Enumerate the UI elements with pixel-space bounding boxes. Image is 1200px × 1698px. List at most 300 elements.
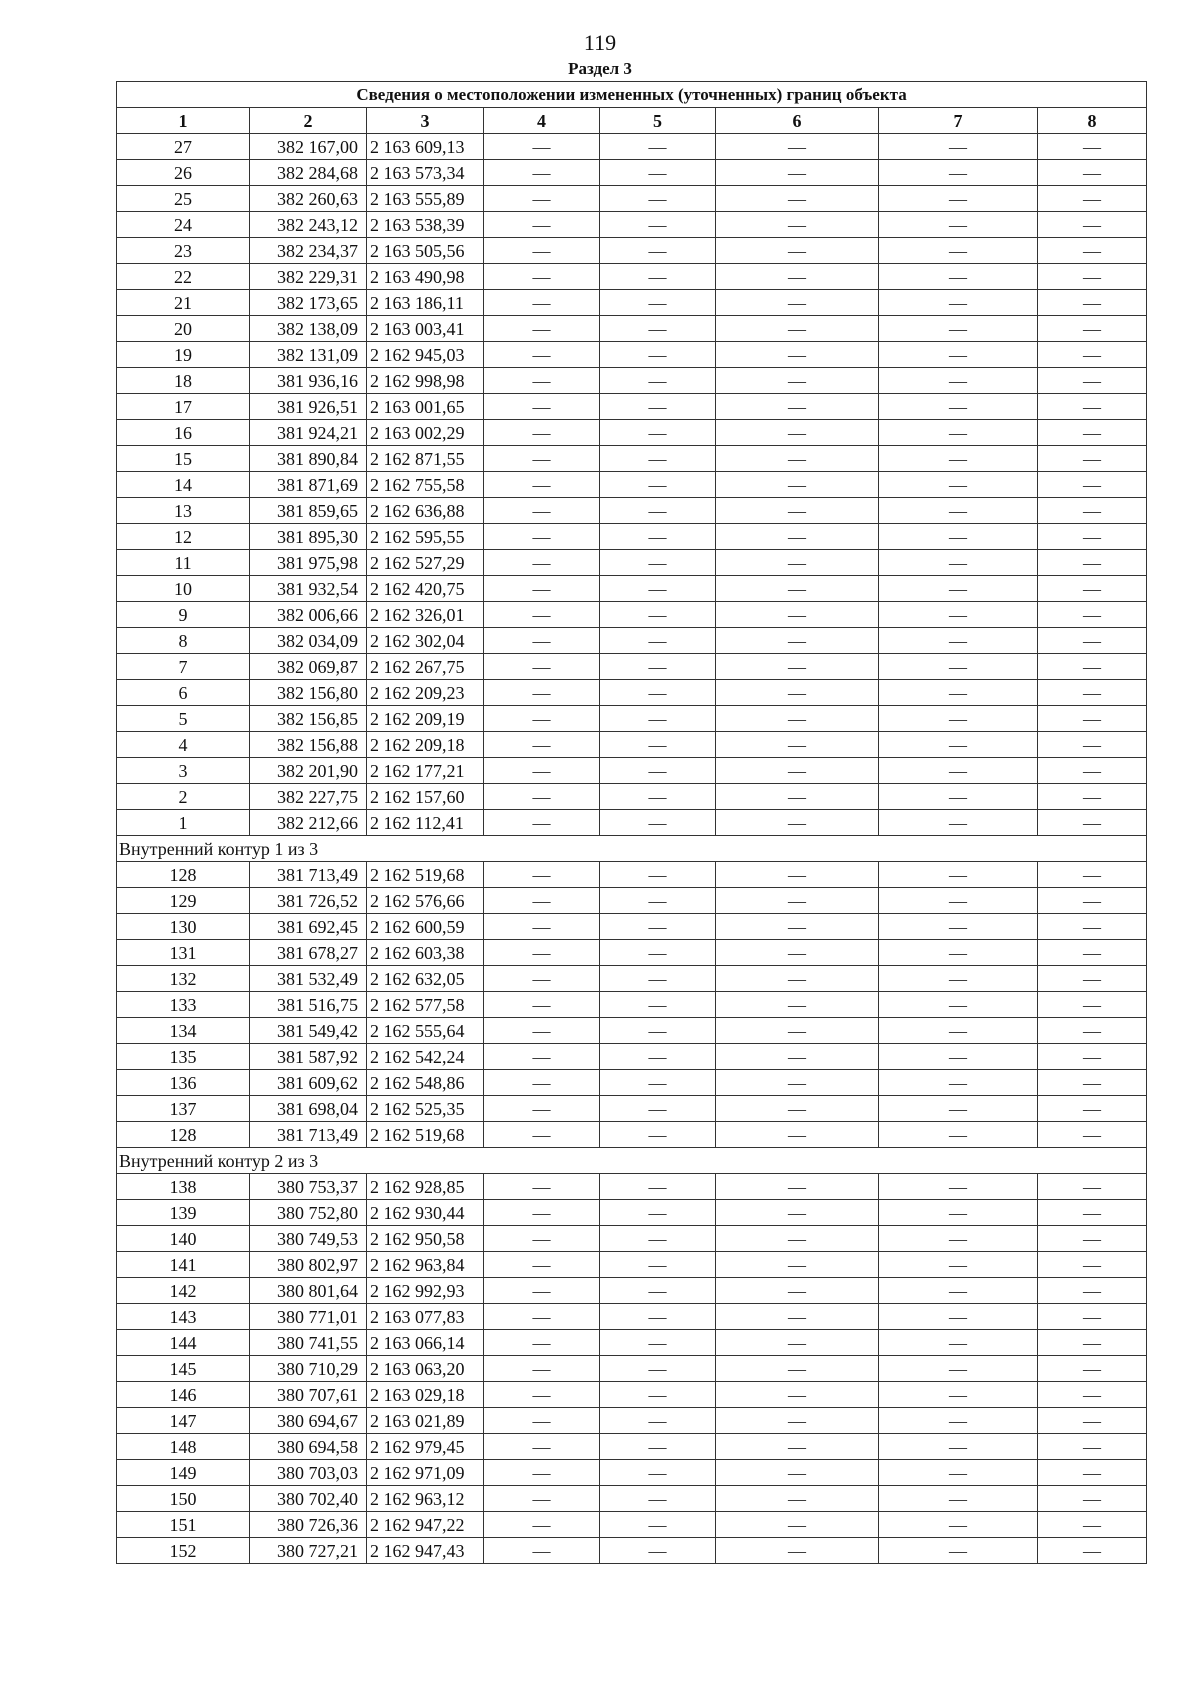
coordinate-y: 2 163 186,11 — [367, 290, 484, 316]
table-title: Сведения о местоположении измененных (уточненных) границ объекта — [117, 82, 1147, 108]
coordinate-y: 2 162 209,23 — [367, 680, 484, 706]
coordinate-y: 2 162 945,03 — [367, 342, 484, 368]
coordinate-y: 2 162 519,68 — [367, 862, 484, 888]
point-number: 10 — [117, 576, 250, 602]
table-row — [117, 602, 1147, 628]
coordinate-x: 382 131,09 — [250, 342, 367, 368]
empty-cell-col-8: — — [1038, 238, 1147, 264]
point-number: 22 — [117, 264, 250, 290]
coordinate-x: 381 859,65 — [250, 498, 367, 524]
empty-cell-col-7: — — [879, 1122, 1038, 1148]
coordinate-x: 382 006,66 — [250, 602, 367, 628]
coordinate-y: 2 162 420,75 — [367, 576, 484, 602]
coordinate-y: 2 163 573,34 — [367, 160, 484, 186]
table-body — [117, 134, 1147, 1564]
coordinate-x: 381 936,16 — [250, 368, 367, 394]
empty-cell-col-4: — — [484, 628, 600, 654]
empty-cell-col-6: — — [716, 1382, 879, 1408]
coordinate-y: 2 163 490,98 — [367, 264, 484, 290]
coordinate-x: 382 156,88 — [250, 732, 367, 758]
coordinate-y: 2 163 066,14 — [367, 1330, 484, 1356]
point-number: 138 — [117, 1174, 250, 1200]
empty-cell-col-7: — — [879, 1096, 1038, 1122]
empty-cell-col-8: — — [1038, 1512, 1147, 1538]
empty-cell-col-7: — — [879, 654, 1038, 680]
table-row — [117, 212, 1147, 238]
empty-cell-col-6: — — [716, 1096, 879, 1122]
empty-cell-col-8: — — [1038, 134, 1147, 160]
empty-cell-col-6: — — [716, 576, 879, 602]
empty-cell-col-7: — — [879, 1356, 1038, 1382]
table-row — [117, 654, 1147, 680]
coordinate-x: 382 284,68 — [250, 160, 367, 186]
coordinate-x: 381 698,04 — [250, 1096, 367, 1122]
empty-cell-col-6: — — [716, 1122, 879, 1148]
empty-cell-col-6: — — [716, 1226, 879, 1252]
empty-cell-col-6: — — [716, 1356, 879, 1382]
coordinate-y: 2 163 063,20 — [367, 1356, 484, 1382]
table-row — [117, 1278, 1147, 1304]
coordinate-y: 2 162 326,01 — [367, 602, 484, 628]
table-row — [117, 1252, 1147, 1278]
empty-cell-col-4: — — [484, 290, 600, 316]
empty-cell-col-6: — — [716, 1174, 879, 1200]
empty-cell-col-6: — — [716, 888, 879, 914]
empty-cell-col-7: — — [879, 1486, 1038, 1512]
empty-cell-col-8: — — [1038, 888, 1147, 914]
empty-cell-col-7: — — [879, 472, 1038, 498]
empty-cell-col-7: — — [879, 1408, 1038, 1434]
coordinate-y: 2 162 928,85 — [367, 1174, 484, 1200]
empty-cell-col-4: — — [484, 472, 600, 498]
page-number: 119 — [583, 30, 617, 55]
empty-cell-col-5: — — [600, 758, 716, 784]
empty-cell-col-8: — — [1038, 1174, 1147, 1200]
point-number: 13 — [117, 498, 250, 524]
empty-cell-col-4: — — [484, 1044, 600, 1070]
empty-cell-col-7: — — [879, 1044, 1038, 1070]
empty-cell-col-4: — — [484, 654, 600, 680]
point-number: 8 — [117, 628, 250, 654]
coordinate-x: 380 707,61 — [250, 1382, 367, 1408]
point-number: 131 — [117, 940, 250, 966]
empty-cell-col-8: — — [1038, 784, 1147, 810]
coordinate-y: 2 163 555,89 — [367, 186, 484, 212]
empty-cell-col-7: — — [879, 1174, 1038, 1200]
table-row — [117, 1512, 1147, 1538]
point-number: 133 — [117, 992, 250, 1018]
empty-cell-col-7: — — [879, 966, 1038, 992]
coordinate-y: 2 162 971,09 — [367, 1460, 484, 1486]
empty-cell-col-7: — — [879, 914, 1038, 940]
empty-cell-col-4: — — [484, 680, 600, 706]
coordinate-x: 380 694,58 — [250, 1434, 367, 1460]
table-row — [117, 862, 1147, 888]
coordinate-x: 382 260,63 — [250, 186, 367, 212]
contour-label-row — [117, 836, 1147, 862]
point-number: 135 — [117, 1044, 250, 1070]
empty-cell-col-8: — — [1038, 290, 1147, 316]
point-number: 139 — [117, 1200, 250, 1226]
coordinate-x: 381 532,49 — [250, 966, 367, 992]
empty-cell-col-5: — — [600, 914, 716, 940]
empty-cell-col-5: — — [600, 316, 716, 342]
table-row — [117, 732, 1147, 758]
coordinate-y: 2 162 603,38 — [367, 940, 484, 966]
empty-cell-col-4: — — [484, 446, 600, 472]
table-row — [117, 810, 1147, 836]
point-number: 132 — [117, 966, 250, 992]
coordinate-x: 380 741,55 — [250, 1330, 367, 1356]
empty-cell-col-6: — — [716, 862, 879, 888]
empty-cell-col-8: — — [1038, 1382, 1147, 1408]
table-row — [117, 576, 1147, 602]
empty-cell-col-4: — — [484, 1096, 600, 1122]
column-number-5: 5 — [600, 108, 716, 134]
empty-cell-col-4: — — [484, 602, 600, 628]
point-number: 12 — [117, 524, 250, 550]
empty-cell-col-8: — — [1038, 1044, 1147, 1070]
empty-cell-col-6: — — [716, 1330, 879, 1356]
empty-cell-col-6: — — [716, 212, 879, 238]
empty-cell-col-5: — — [600, 290, 716, 316]
coordinate-y: 2 162 930,44 — [367, 1200, 484, 1226]
empty-cell-col-4: — — [484, 342, 600, 368]
empty-cell-col-4: — — [484, 368, 600, 394]
point-number: 129 — [117, 888, 250, 914]
column-number-3: 3 — [367, 108, 484, 134]
empty-cell-col-4: — — [484, 758, 600, 784]
empty-cell-col-8: — — [1038, 654, 1147, 680]
empty-cell-col-8: — — [1038, 160, 1147, 186]
empty-cell-col-8: — — [1038, 498, 1147, 524]
empty-cell-col-6: — — [716, 420, 879, 446]
empty-cell-col-5: — — [600, 186, 716, 212]
empty-cell-col-6: — — [716, 1512, 879, 1538]
coordinate-y: 2 162 632,05 — [367, 966, 484, 992]
empty-cell-col-7: — — [879, 212, 1038, 238]
empty-cell-col-8: — — [1038, 1200, 1147, 1226]
empty-cell-col-7: — — [879, 732, 1038, 758]
point-number: 137 — [117, 1096, 250, 1122]
empty-cell-col-7: — — [879, 602, 1038, 628]
point-number: 144 — [117, 1330, 250, 1356]
empty-cell-col-6: — — [716, 732, 879, 758]
empty-cell-col-7: — — [879, 420, 1038, 446]
empty-cell-col-6: — — [716, 992, 879, 1018]
empty-cell-col-6: — — [716, 1434, 879, 1460]
empty-cell-col-5: — — [600, 654, 716, 680]
coordinate-x: 380 727,21 — [250, 1538, 367, 1564]
empty-cell-col-6: — — [716, 342, 879, 368]
empty-cell-col-5: — — [600, 1408, 716, 1434]
column-number-6: 6 — [716, 108, 879, 134]
empty-cell-col-5: — — [600, 472, 716, 498]
table-row — [117, 186, 1147, 212]
coordinate-y: 2 162 577,58 — [367, 992, 484, 1018]
coordinate-x: 380 753,37 — [250, 1174, 367, 1200]
coordinate-y: 2 162 947,43 — [367, 1538, 484, 1564]
point-number: 25 — [117, 186, 250, 212]
table-row — [117, 1096, 1147, 1122]
empty-cell-col-4: — — [484, 524, 600, 550]
empty-cell-col-5: — — [600, 394, 716, 420]
empty-cell-col-8: — — [1038, 1330, 1147, 1356]
point-number: 142 — [117, 1278, 250, 1304]
point-number: 140 — [117, 1226, 250, 1252]
point-number: 149 — [117, 1460, 250, 1486]
table-row — [117, 1538, 1147, 1564]
coordinate-y: 2 162 979,45 — [367, 1434, 484, 1460]
point-number: 17 — [117, 394, 250, 420]
empty-cell-col-4: — — [484, 1382, 600, 1408]
empty-cell-col-5: — — [600, 498, 716, 524]
empty-cell-col-7: — — [879, 238, 1038, 264]
coordinate-x: 381 678,27 — [250, 940, 367, 966]
empty-cell-col-8: — — [1038, 732, 1147, 758]
point-number: 27 — [117, 134, 250, 160]
empty-cell-col-5: — — [600, 1096, 716, 1122]
empty-cell-col-4: — — [484, 1226, 600, 1252]
coordinate-y: 2 162 947,22 — [367, 1512, 484, 1538]
empty-cell-col-5: — — [600, 524, 716, 550]
empty-cell-col-6: — — [716, 316, 879, 342]
empty-cell-col-4: — — [484, 1486, 600, 1512]
empty-cell-col-6: — — [716, 134, 879, 160]
empty-cell-col-4: — — [484, 810, 600, 836]
empty-cell-col-8: — — [1038, 1486, 1147, 1512]
empty-cell-col-4: — — [484, 940, 600, 966]
column-number-4: 4 — [484, 108, 600, 134]
coordinate-x: 380 703,03 — [250, 1460, 367, 1486]
empty-cell-col-8: — — [1038, 1434, 1147, 1460]
empty-cell-col-6: — — [716, 186, 879, 212]
empty-cell-col-7: — — [879, 1304, 1038, 1330]
coordinate-x: 380 749,53 — [250, 1226, 367, 1252]
empty-cell-col-8: — — [1038, 420, 1147, 446]
table-row — [117, 1486, 1147, 1512]
coordinate-x: 381 975,98 — [250, 550, 367, 576]
empty-cell-col-5: — — [600, 784, 716, 810]
coordinate-x: 381 932,54 — [250, 576, 367, 602]
empty-cell-col-6: — — [716, 1460, 879, 1486]
empty-cell-col-5: — — [600, 1382, 716, 1408]
coordinate-y: 2 162 600,59 — [367, 914, 484, 940]
coordinate-y: 2 162 267,75 — [367, 654, 484, 680]
empty-cell-col-8: — — [1038, 1304, 1147, 1330]
empty-cell-col-7: — — [879, 498, 1038, 524]
coordinate-y: 2 163 609,13 — [367, 134, 484, 160]
coordinate-y: 2 163 505,56 — [367, 238, 484, 264]
table-row — [117, 914, 1147, 940]
empty-cell-col-7: — — [879, 758, 1038, 784]
coordinate-x: 382 156,85 — [250, 706, 367, 732]
coordinate-x: 380 771,01 — [250, 1304, 367, 1330]
coordinate-y: 2 162 519,68 — [367, 1122, 484, 1148]
table-row — [117, 1174, 1147, 1200]
empty-cell-col-7: — — [879, 992, 1038, 1018]
coordinate-y: 2 162 871,55 — [367, 446, 484, 472]
empty-cell-col-8: — — [1038, 1278, 1147, 1304]
coordinate-x: 382 034,09 — [250, 628, 367, 654]
empty-cell-col-5: — — [600, 628, 716, 654]
coordinate-y: 2 162 576,66 — [367, 888, 484, 914]
empty-cell-col-4: — — [484, 914, 600, 940]
empty-cell-col-4: — — [484, 888, 600, 914]
empty-cell-col-5: — — [600, 212, 716, 238]
table-row — [117, 992, 1147, 1018]
empty-cell-col-7: — — [879, 1070, 1038, 1096]
point-number: 130 — [117, 914, 250, 940]
contour-label: Внутренний контур 1 из 3 — [117, 836, 1147, 862]
empty-cell-col-4: — — [484, 1408, 600, 1434]
empty-cell-col-6: — — [716, 160, 879, 186]
table-row — [117, 1018, 1147, 1044]
table-row — [117, 1356, 1147, 1382]
coordinate-x: 381 549,42 — [250, 1018, 367, 1044]
empty-cell-col-8: — — [1038, 316, 1147, 342]
empty-cell-col-5: — — [600, 238, 716, 264]
empty-cell-col-7: — — [879, 550, 1038, 576]
empty-cell-col-4: — — [484, 134, 600, 160]
point-number: 136 — [117, 1070, 250, 1096]
empty-cell-col-7: — — [879, 290, 1038, 316]
empty-cell-col-4: — — [484, 1252, 600, 1278]
empty-cell-col-8: — — [1038, 940, 1147, 966]
empty-cell-col-8: — — [1038, 862, 1147, 888]
empty-cell-col-5: — — [600, 810, 716, 836]
empty-cell-col-8: — — [1038, 1226, 1147, 1252]
empty-cell-col-5: — — [600, 446, 716, 472]
point-number: 5 — [117, 706, 250, 732]
empty-cell-col-8: — — [1038, 680, 1147, 706]
column-number-7: 7 — [879, 108, 1038, 134]
table-row — [117, 316, 1147, 342]
coordinate-y: 2 162 177,21 — [367, 758, 484, 784]
table-row — [117, 1330, 1147, 1356]
point-number: 134 — [117, 1018, 250, 1044]
coordinate-y: 2 162 112,41 — [367, 810, 484, 836]
empty-cell-col-8: — — [1038, 264, 1147, 290]
empty-cell-col-8: — — [1038, 602, 1147, 628]
empty-cell-col-4: — — [484, 420, 600, 446]
table-row — [117, 264, 1147, 290]
point-number: 1 — [117, 810, 250, 836]
point-number: 128 — [117, 862, 250, 888]
empty-cell-col-4: — — [484, 1434, 600, 1460]
point-number: 128 — [117, 1122, 250, 1148]
empty-cell-col-4: — — [484, 966, 600, 992]
empty-cell-col-8: — — [1038, 1408, 1147, 1434]
empty-cell-col-5: — — [600, 992, 716, 1018]
empty-cell-col-6: — — [716, 1070, 879, 1096]
empty-cell-col-7: — — [879, 1538, 1038, 1564]
coordinate-y: 2 163 029,18 — [367, 1382, 484, 1408]
coordinate-y: 2 162 209,18 — [367, 732, 484, 758]
empty-cell-col-8: — — [1038, 1070, 1147, 1096]
empty-cell-col-7: — — [879, 342, 1038, 368]
coordinate-x: 381 587,92 — [250, 1044, 367, 1070]
column-number-2: 2 — [250, 108, 367, 134]
point-number: 148 — [117, 1434, 250, 1460]
empty-cell-col-7: — — [879, 1382, 1038, 1408]
point-number: 6 — [117, 680, 250, 706]
empty-cell-col-4: — — [484, 1460, 600, 1486]
point-number: 11 — [117, 550, 250, 576]
coordinate-x: 380 710,29 — [250, 1356, 367, 1382]
empty-cell-col-5: — — [600, 940, 716, 966]
coordinate-y: 2 162 963,12 — [367, 1486, 484, 1512]
empty-cell-col-5: — — [600, 1434, 716, 1460]
coordinate-x: 382 201,90 — [250, 758, 367, 784]
point-number: 20 — [117, 316, 250, 342]
empty-cell-col-6: — — [716, 1200, 879, 1226]
coordinate-y: 2 162 548,86 — [367, 1070, 484, 1096]
empty-cell-col-4: — — [484, 576, 600, 602]
empty-cell-col-6: — — [716, 446, 879, 472]
empty-cell-col-4: — — [484, 264, 600, 290]
empty-cell-col-5: — — [600, 1174, 716, 1200]
point-number: 9 — [117, 602, 250, 628]
point-number: 143 — [117, 1304, 250, 1330]
coordinate-x: 381 692,45 — [250, 914, 367, 940]
empty-cell-col-5: — — [600, 966, 716, 992]
empty-cell-col-6: — — [716, 498, 879, 524]
boundary-coordinates-table — [116, 81, 1147, 1564]
coordinate-y: 2 162 157,60 — [367, 784, 484, 810]
empty-cell-col-8: — — [1038, 1252, 1147, 1278]
table-row — [117, 368, 1147, 394]
empty-cell-col-8: — — [1038, 1096, 1147, 1122]
empty-cell-col-7: — — [879, 888, 1038, 914]
empty-cell-col-5: — — [600, 1486, 716, 1512]
coordinate-y: 2 162 998,98 — [367, 368, 484, 394]
empty-cell-col-4: — — [484, 706, 600, 732]
empty-cell-col-7: — — [879, 1434, 1038, 1460]
empty-cell-col-5: — — [600, 342, 716, 368]
coordinate-y: 2 162 992,93 — [367, 1278, 484, 1304]
point-number: 152 — [117, 1538, 250, 1564]
coordinate-y: 2 163 003,41 — [367, 316, 484, 342]
point-number: 23 — [117, 238, 250, 264]
empty-cell-col-7: — — [879, 446, 1038, 472]
empty-cell-col-7: — — [879, 368, 1038, 394]
coordinate-y: 2 163 077,83 — [367, 1304, 484, 1330]
coordinate-x: 380 802,97 — [250, 1252, 367, 1278]
table-row — [117, 342, 1147, 368]
empty-cell-col-6: — — [716, 368, 879, 394]
empty-cell-col-6: — — [716, 1252, 879, 1278]
empty-cell-col-6: — — [716, 1538, 879, 1564]
empty-cell-col-7: — — [879, 1252, 1038, 1278]
empty-cell-col-6: — — [716, 290, 879, 316]
column-number-row — [117, 108, 1147, 134]
empty-cell-col-6: — — [716, 1304, 879, 1330]
empty-cell-col-7: — — [879, 524, 1038, 550]
empty-cell-col-7: — — [879, 706, 1038, 732]
coordinate-x: 380 752,80 — [250, 1200, 367, 1226]
column-number-1: 1 — [117, 108, 250, 134]
empty-cell-col-6: — — [716, 654, 879, 680]
empty-cell-col-4: — — [484, 1538, 600, 1564]
empty-cell-col-6: — — [716, 810, 879, 836]
empty-cell-col-5: — — [600, 550, 716, 576]
column-number-8: 8 — [1038, 108, 1147, 134]
table-row — [117, 134, 1147, 160]
coordinate-x: 381 926,51 — [250, 394, 367, 420]
empty-cell-col-5: — — [600, 888, 716, 914]
empty-cell-col-8: — — [1038, 1460, 1147, 1486]
